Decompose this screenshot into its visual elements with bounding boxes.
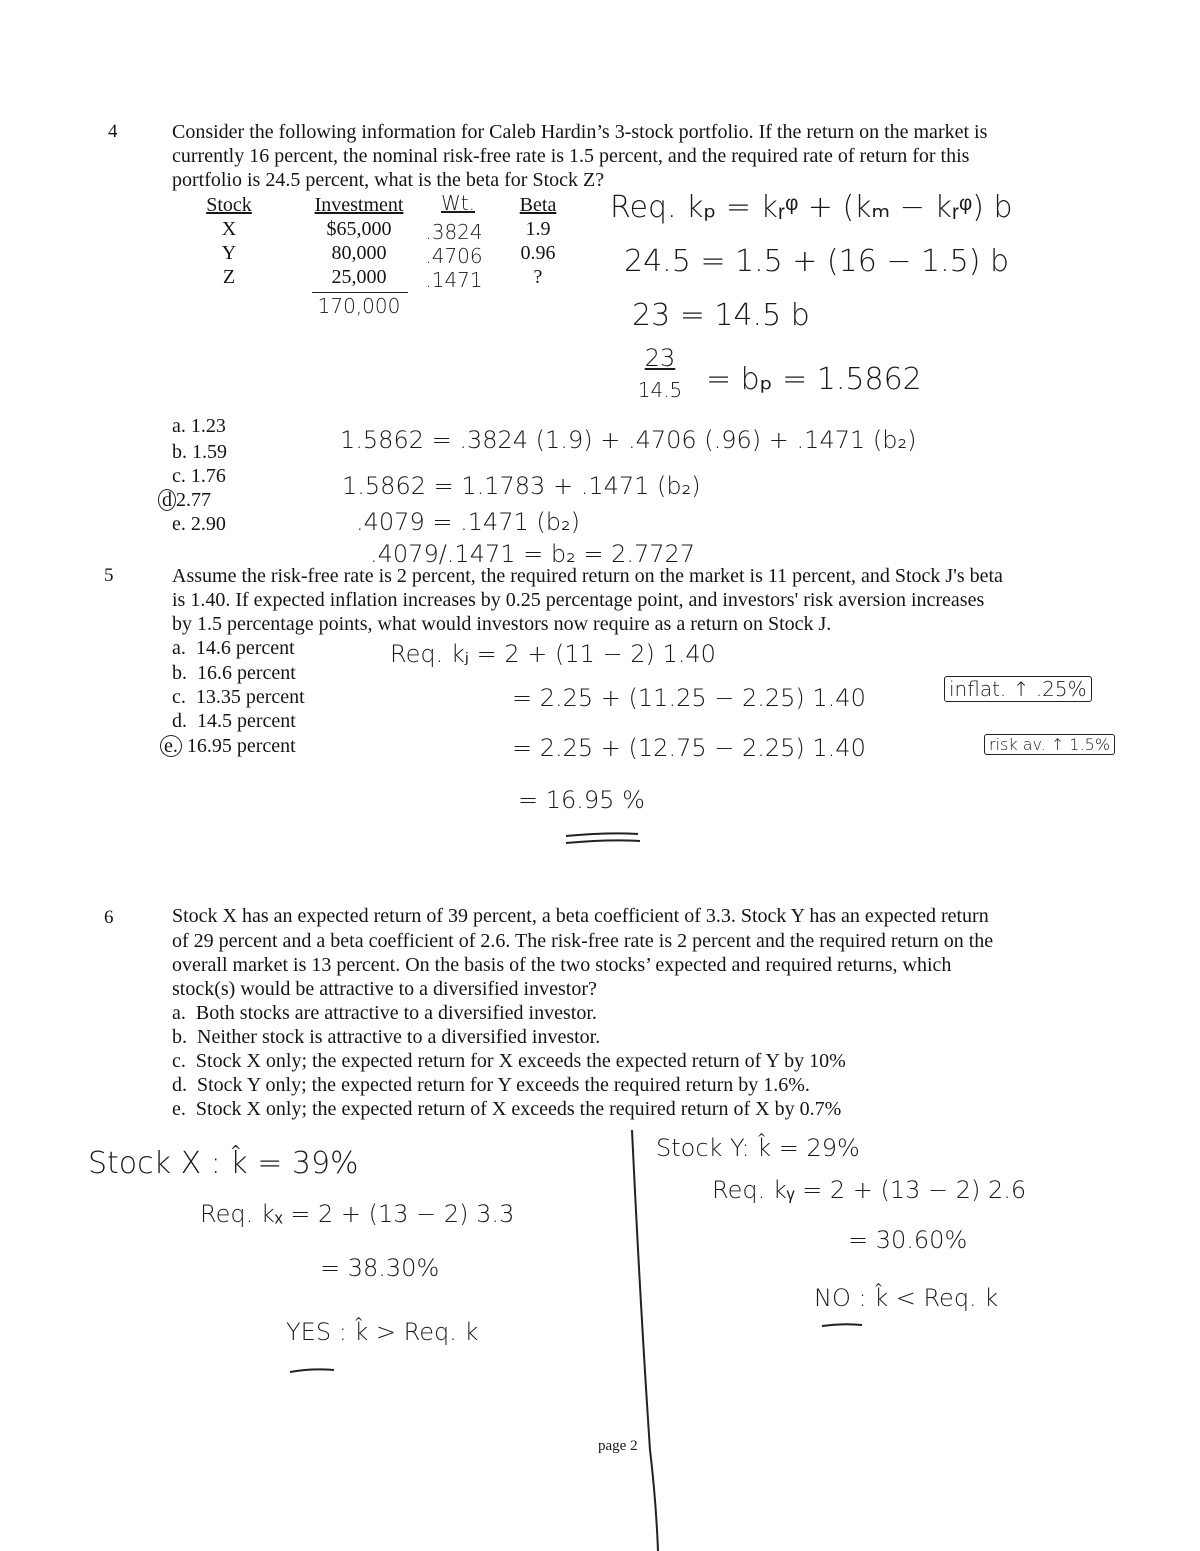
q5-work-line-2: = 2.25 + (11.25 − 2.25) 1.40	[512, 684, 866, 712]
q6-x-work-line-3: = 38.30%	[320, 1254, 440, 1282]
q4-work-line-8: .4079/.1471 = b₂ = 2.7727	[370, 540, 696, 568]
page-number: page 2	[598, 1438, 638, 1454]
q4-option-e: e. 2.90	[172, 513, 226, 535]
q6-y-work-line-4: NO : k̂ < Req. k	[814, 1284, 999, 1312]
question-4-text-line-2: currently 16 percent, the nominal risk-free rate is 1.5 percent, and the required rate of return for this	[172, 145, 970, 167]
q6-option-b: b. Neither stock is attractive to a diversified investor.	[172, 1026, 601, 1048]
table-header-weight: Wt.	[441, 191, 475, 215]
q4-work-line-1: Req. kₚ = kᵣᵠ + (kₘ − kᵣᵠ) b	[610, 190, 1013, 225]
table-cell-weight: .3824	[425, 220, 483, 244]
q5-work-line-3: = 2.25 + (12.75 − 2.25) 1.40	[512, 734, 866, 762]
question-6-text-line-3: overall market is 13 percent. On the basis of the two stocks’ expected and required returns, which	[172, 954, 952, 976]
q4-work-line-6: 1.5862 = 1.1783 + .1471 (b₂)	[342, 472, 701, 500]
table-header-stock: Stock	[206, 194, 252, 216]
q5-work-line-1: Req. kⱼ = 2 + (11 − 2) 1.40	[390, 640, 716, 668]
q4-option-a: a. 1.23	[172, 415, 226, 437]
q4-work-line-5: 1.5862 = .3824 (1.9) + .4706 (.96) + .1471 (b₂)	[340, 426, 917, 454]
q6-option-c: c. Stock X only; the expected return for X exceeds the expected return of Y by 10%	[172, 1050, 846, 1072]
q4-work-fraction-denominator: 14.5	[637, 378, 683, 402]
q6-y-work-line-1: Stock Y: k̂ = 29%	[656, 1134, 860, 1162]
q5-option-d: d. 14.5 percent	[172, 710, 296, 732]
double-underline-stroke	[566, 840, 640, 843]
q5-option-b: b. 16.6 percent	[172, 662, 296, 684]
q5-option-a: a. 14.6 percent	[172, 637, 295, 659]
question-6-text-line-1: Stock X has an expected return of 39 percent, a beta coefficient of 3.3. Stock Y has an expected return	[172, 905, 989, 927]
question-5-number: 5	[104, 565, 114, 586]
table-cell-beta: ?	[533, 266, 543, 288]
question-6-text-line-4: stock(s) would be attractive to a diversified investor?	[172, 978, 597, 1000]
q6-option-e: e. Stock X only; the expected return of X exceeds the required return of X by 0.7%	[172, 1098, 842, 1120]
question-4-number: 4	[108, 121, 118, 142]
answer-circle-icon: e.	[160, 735, 182, 757]
q6-x-work-line-4: YES : k̂ > Req. k	[286, 1318, 479, 1346]
table-cell-stock: Z	[222, 266, 236, 288]
table-cell-stock: X	[221, 218, 237, 240]
q4-work-line-4: = bₚ = 1.5862	[706, 362, 922, 397]
question-6-number: 6	[104, 907, 114, 928]
q4-work-fraction-numerator: 23	[644, 344, 676, 372]
table-cell-investment: 25,000	[331, 266, 387, 288]
table-cell-investment: $65,000	[326, 218, 392, 240]
table-cell-beta: 0.96	[520, 242, 556, 264]
question-5-text-line-2: is 1.40. If expected inflation increases by 0.25 percentage point, and investors' risk aversion increases	[172, 589, 985, 611]
q6-y-work-line-2: Req. kᵧ = 2 + (13 − 2) 2.6	[712, 1176, 1027, 1204]
underline-stroke	[822, 1324, 862, 1326]
q4-option-b: b. 1.59	[172, 441, 227, 463]
question-5-text-line-3: by 1.5 percentage points, what would investors now require as a return on Stock J.	[172, 613, 832, 635]
q6-y-work-line-3: = 30.60%	[848, 1226, 968, 1254]
q6-option-d: d. Stock Y only; the expected return for Y exceeds the required return by 1.6%.	[172, 1074, 810, 1096]
q5-option-e: e. 16.95 percent	[160, 734, 296, 758]
question-4-text-line-3: portfolio is 24.5 percent, what is the beta for Stock Z?	[172, 169, 605, 191]
table-cell-weight: .4706	[425, 244, 483, 268]
q4-work-line-3: 23 = 14.5 b	[632, 298, 810, 333]
q6-x-work-line-1: Stock X : k̂ = 39%	[88, 1146, 359, 1181]
question-4-text-line-1: Consider the following information for Caleb Hardin’s 3-stock portfolio. If the return on the market is	[172, 121, 988, 143]
q4-option-d: d 2.77	[158, 488, 211, 512]
question-6-text-line-2: of 29 percent and a beta coefficient of 2.6. The risk-free rate is 2 percent and the required return on the	[172, 930, 994, 952]
table-cell-investment: 80,000	[331, 242, 387, 264]
q4-option-c: c. 1.76	[172, 465, 226, 487]
q5-note-risk-aversion: risk av. ↑ 1.5%	[984, 734, 1115, 755]
q5-option-c: c. 13.35 percent	[172, 686, 305, 708]
q6-x-work-line-2: Req. kₓ = 2 + (13 − 2) 3.3	[200, 1200, 515, 1228]
table-cell-stock: Y	[221, 242, 237, 264]
table-total: 170,000	[317, 294, 401, 318]
table-cell-beta: 1.9	[525, 218, 551, 240]
divider-pen-line	[632, 1130, 658, 1551]
q5-work-line-4: = 16.95 %	[518, 786, 645, 814]
answer-circle-icon: d	[158, 489, 176, 511]
table-header-beta: Beta	[519, 194, 557, 216]
question-5-text-line-1: Assume the risk-free rate is 2 percent, the required return on the market is 11 percent, and Stock J's beta	[172, 565, 1003, 587]
q4-work-line-7: .4079 = .1471 (b₂)	[356, 508, 580, 536]
table-cell-weight: .1471	[425, 268, 483, 292]
q5-note-inflation: inflat. ↑ .25%	[944, 676, 1092, 702]
underline-stroke	[290, 1369, 334, 1372]
table-header-investment: Investment	[314, 194, 404, 216]
q4-work-line-2: 24.5 = 1.5 + (16 − 1.5) b	[624, 244, 1010, 279]
q6-option-a: a. Both stocks are attractive to a diversified investor.	[172, 1002, 597, 1024]
double-underline-stroke	[566, 833, 638, 836]
